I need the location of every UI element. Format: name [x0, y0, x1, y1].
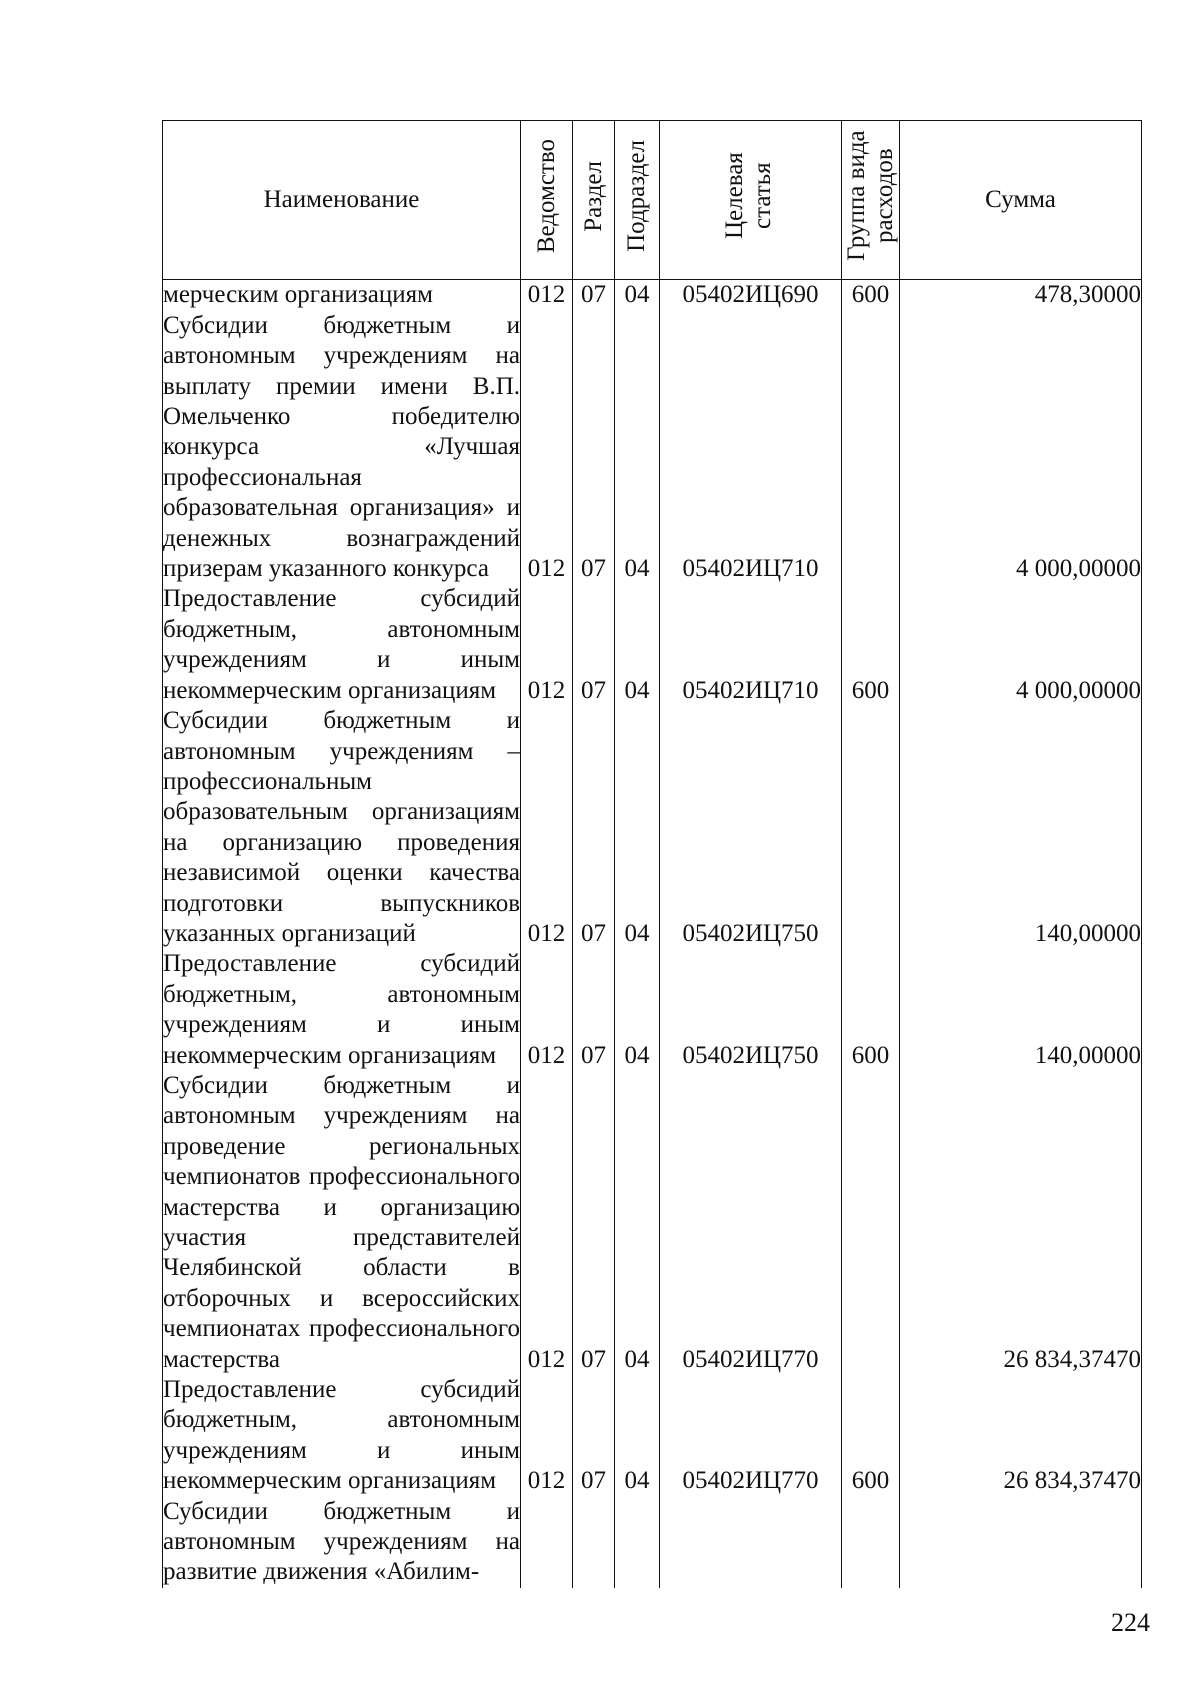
- header-name: Наименование: [163, 121, 521, 280]
- cell-name: мерческим организациям: [163, 280, 521, 311]
- page-number: 224: [1111, 1608, 1150, 1637]
- cell-celevaya: 05402ИЦ750: [660, 949, 842, 1071]
- cell-razdel: 07: [573, 1375, 615, 1497]
- header-razdel: Раздел: [573, 121, 615, 280]
- cell-name: Субсидии бюджетным и автономным учреждениям – профессиональным образовательным организациям на организацию проведения независимой оценки качества подготовки выпускников указанных организаций: [163, 706, 521, 949]
- cell-podrazdel: 04: [615, 311, 660, 585]
- cell-celevaya: 05402ИЦ750: [660, 706, 842, 949]
- header-vedomstvo: Ведомство: [521, 121, 573, 280]
- cell-podrazdel: 04: [615, 1375, 660, 1497]
- header-gruppa: Группа вида расходов: [842, 121, 900, 280]
- cell-gruppa: [842, 1497, 900, 1588]
- header-summa: Сумма: [900, 121, 1142, 280]
- cell-razdel: [573, 1497, 615, 1588]
- cell-podrazdel: 04: [615, 706, 660, 949]
- cell-celevaya: 05402ИЦ770: [660, 1071, 842, 1375]
- cell-razdel: 07: [573, 1071, 615, 1375]
- cell-summa: 140,00000: [900, 706, 1142, 949]
- cell-name: Предоставление субсидий бюджетным, автономным учреждениям и иным некоммерческим организациям: [163, 584, 521, 706]
- cell-name: Субсидии бюджетным и автономным учреждениям на проведение региональных чемпионатов профессионального мастерства и организацию участия представителей Челябинской области в отборочных и всероссийских чемпионатах профессионального мастерства: [163, 1071, 521, 1375]
- cell-gruppa: 600: [842, 1375, 900, 1497]
- cell-razdel: 07: [573, 949, 615, 1071]
- cell-gruppa: 600: [842, 584, 900, 706]
- table-row: [163, 1375, 1142, 1497]
- table-row: [163, 706, 1142, 949]
- table-row: [163, 311, 1142, 585]
- cell-summa: [900, 1497, 1142, 1588]
- cell-vedomstvo: 012: [521, 584, 573, 706]
- table-row: [163, 1497, 1142, 1588]
- cell-podrazdel: 04: [615, 584, 660, 706]
- cell-summa: 26 834,37470: [900, 1375, 1142, 1497]
- cell-celevaya: 05402ИЦ710: [660, 584, 842, 706]
- cell-summa: 26 834,37470: [900, 1071, 1142, 1375]
- cell-summa: 140,00000: [900, 949, 1142, 1071]
- cell-vedomstvo: 012: [521, 311, 573, 585]
- cell-podrazdel: 04: [615, 949, 660, 1071]
- cell-name: Предоставление субсидий бюджетным, автономным учреждениям и иным некоммерческим организациям: [163, 949, 521, 1071]
- header-podrazdel: Подраздел: [615, 121, 660, 280]
- table-header-row: [163, 121, 1142, 280]
- cell-vedomstvo: 012: [521, 949, 573, 1071]
- cell-celevaya: [660, 1497, 842, 1588]
- cell-podrazdel: 04: [615, 1071, 660, 1375]
- cell-summa: 478,30000: [900, 280, 1142, 311]
- cell-celevaya: 05402ИЦ710: [660, 311, 842, 585]
- cell-summa: 4 000,00000: [900, 584, 1142, 706]
- cell-gruppa: [842, 706, 900, 949]
- cell-gruppa: [842, 1071, 900, 1375]
- cell-name: Субсидии бюджетным и автономным учреждениям на выплату премии имени В.П. Омельченко победителю конкурса «Лучшая профессиональная образовательная организация» и денежных вознаграждений призерам указанного конкурса: [163, 311, 521, 585]
- cell-podrazdel: [615, 1497, 660, 1588]
- cell-celevaya: 05402ИЦ770: [660, 1375, 842, 1497]
- cell-gruppa: 600: [842, 280, 900, 311]
- cell-gruppa: 600: [842, 949, 900, 1071]
- cell-vedomstvo: 012: [521, 1071, 573, 1375]
- cell-vedomstvo: [521, 1497, 573, 1588]
- cell-podrazdel: 04: [615, 280, 660, 311]
- cell-razdel: 07: [573, 706, 615, 949]
- table-row: [163, 1071, 1142, 1375]
- header-celevaya: Целевая статья: [660, 121, 842, 280]
- cell-razdel: 07: [573, 311, 615, 585]
- cell-vedomstvo: 012: [521, 280, 573, 311]
- cell-vedomstvo: 012: [521, 1375, 573, 1497]
- cell-razdel: 07: [573, 280, 615, 311]
- table-row: [163, 584, 1142, 706]
- cell-razdel: 07: [573, 584, 615, 706]
- cell-celevaya: 05402ИЦ690: [660, 280, 842, 311]
- cell-name: Субсидии бюджетным и автономным учреждениям на развитие движения «Абилим-: [163, 1497, 521, 1588]
- cell-vedomstvo: 012: [521, 706, 573, 949]
- budget-table: [162, 120, 1142, 1588]
- cell-name: Предоставление субсидий бюджетным, автономным учреждениям и иным некоммерческим организациям: [163, 1375, 521, 1497]
- cell-summa: 4 000,00000: [900, 311, 1142, 585]
- table-row: [163, 949, 1142, 1071]
- table-row: [163, 280, 1142, 311]
- cell-gruppa: [842, 311, 900, 585]
